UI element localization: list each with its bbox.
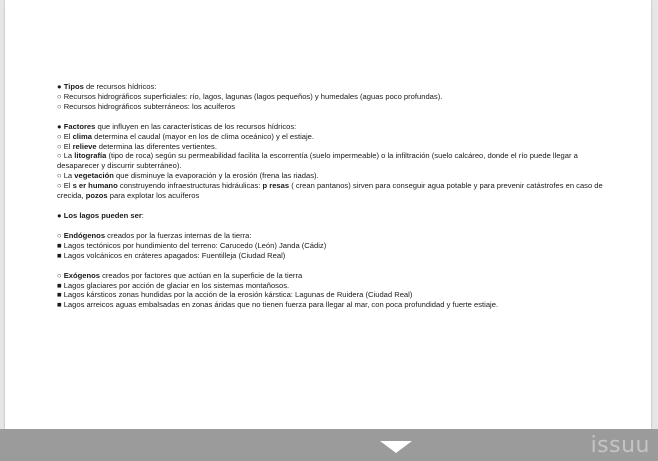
list-item: ■ Lagos glaciares por acción de glaciar en los sistemas montañosos. (57, 280, 290, 290)
factor-relieve: ○ El relieve determina las diferentes vertientes. (57, 141, 217, 151)
tipos-superficiales: ○ Recursos hidrográficos superficiales: río, lagos, lagunas (lagos pequeños) y humedales (aguas poco profundas). (57, 91, 443, 101)
spacer (57, 112, 617, 122)
factor-ser-humano: ○ El s er humano construyendo infraestructuras hidráulicas: p resas ( crean pantanos) sirven para conseguir agua potable y para prevenir catástrofes en caso de crecida, pozos para explotar los acuíferos (57, 181, 603, 201)
spacer (57, 221, 617, 231)
viewer-toolbar (0, 429, 658, 461)
chevron-down-icon[interactable] (380, 441, 412, 453)
factor-clima: ○ El clima determina el caudal (mayor en los de clima oceánico) y el estiaje. (57, 131, 314, 141)
tipos-heading: ● Tipos de recursos hídricos: (57, 82, 157, 91)
tipos-subterraneos: ○ Recursos hidrográficos subterráneos: los acuíferos (57, 101, 236, 111)
factores-heading: ● Factores que influyen en las características de los recursos hídricos: (57, 121, 297, 131)
list-item: ■ Lagos arreicos aguas embalsadas en zonas áridas que no tienen fuerza para llegar al mar, con poca profundidad y fuerte estiaje. (57, 300, 499, 310)
spacer (57, 201, 617, 211)
list-item: ■ Lagos kársticos zonas hundidas por la acción de la erosión kárstica: Lagunas de Ruidera (Ciudad Real) (57, 290, 413, 300)
document-content (57, 82, 617, 310)
issuu-logo[interactable]: issuu (590, 433, 650, 458)
list-item: ■ Lagos tectónicos por hundimiento del terreno: Carucedo (León) Janda (Cádiz) (57, 240, 327, 250)
spacer (57, 261, 617, 271)
factor-litografia: ○ La litografía (tipo de roca) según su permeabilidad facilita la escorrentía (suelo impermeable) o la infiltración (suelo calcáreo, donde el río puede llegar a desaparecer y discurrir subterráneo). (57, 151, 578, 171)
list-item: ■ Lagos volcánicos en cráteres apagados: Fuentilleja (Ciudad Real) (57, 250, 286, 260)
lagos-heading: ● Los lagos pueden ser: (57, 210, 144, 220)
document-page (5, 0, 651, 461)
factor-vegetacion: ○ La vegetación que disminuye la evaporación y la erosión (frena las riadas). (57, 171, 319, 181)
exogenos-heading: ○ Exógenos creados por factores que actúan en la superficie de la tierra (57, 270, 303, 280)
endogenos-heading: ○ Endógenos creados por la fuerzas internas de la tierra: (57, 230, 252, 240)
